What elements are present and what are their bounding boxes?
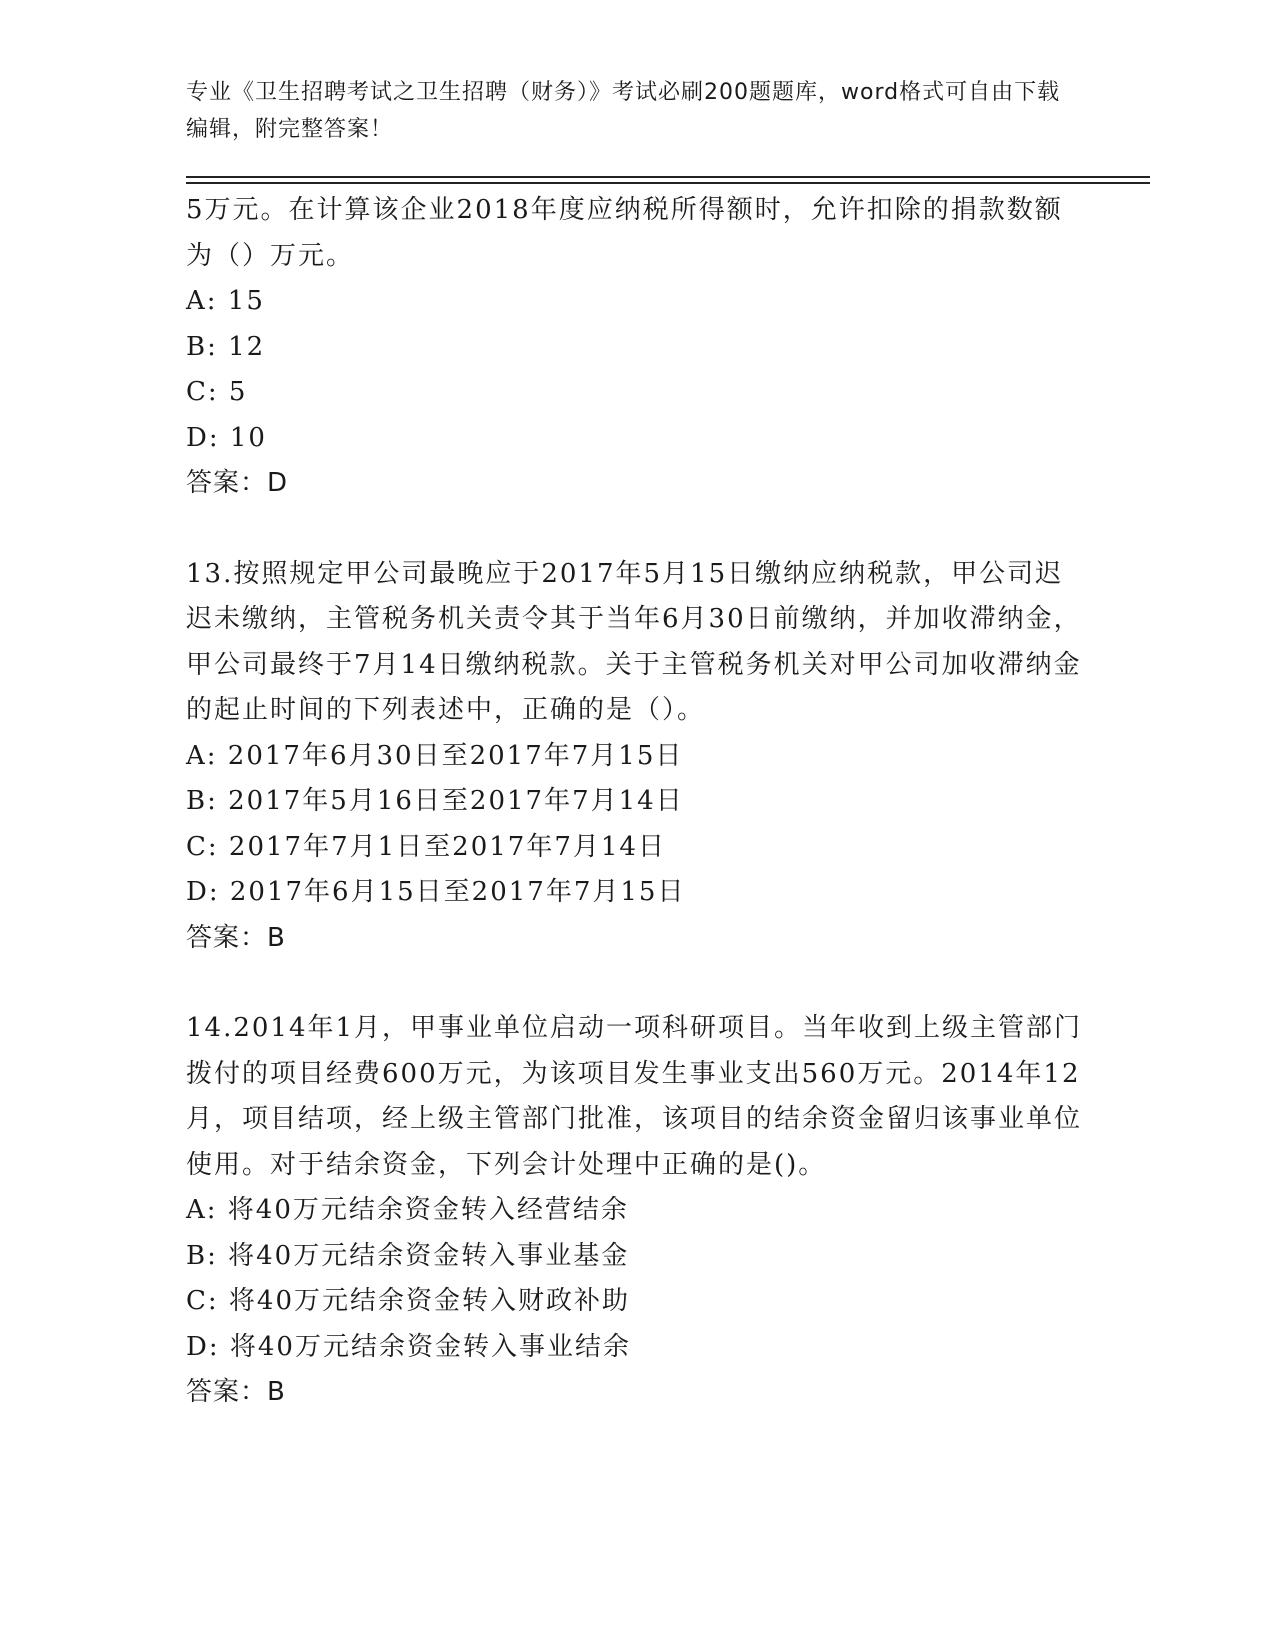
option-d: D: 2017年6月15日至2017年7月15日	[186, 877, 686, 907]
question-spacer	[186, 507, 1086, 552]
option-c: C: 将40万元结余资金转入财政补助	[186, 1286, 631, 1316]
question-stem: 14.2014年1月，甲事业单位启动一项科研项目。当年收到上级主管部门拨付的项目经费600万元，为该项目发生事业支出560万元。2014年12月，项目结项，经上级主管部门批准，该项目的结余资金留归该事业单位使用。对于结余资金，下列会计处理中正确的是()。	[186, 1013, 1083, 1180]
answer-line: 答案：D	[186, 468, 289, 498]
question-stem: 13.按照规定甲公司最晚应于2017年5月15日缴纳应纳税款，甲公司迟迟未缴纳，主管税务机关责令其于当年6月30日前缴纳，并加收滞纳金，甲公司最终于7月14日缴纳税款。关于主管税务机关对甲公司加收滞纳金的起止时间的下列表述中，正确的是（）。	[186, 558, 1082, 725]
option-a: A: 2017年6月30日至2017年7月15日	[186, 740, 684, 771]
question-block	[186, 188, 1086, 507]
option-b: B: 将40万元结余资金转入事业基金	[186, 1240, 630, 1271]
option-d: D: 10	[186, 422, 267, 453]
page-header: 专业《卫生招聘考试之卫生招聘（财务）》考试必刷200题题库，word格式可自由下载编辑，附完整答案！	[186, 80, 1061, 142]
option-c: C: 2017年7月1日至2017年7月14日	[186, 831, 666, 862]
question-spacer	[186, 961, 1086, 1006]
question-block	[186, 1006, 1086, 1416]
header-divider-bottom	[186, 182, 1150, 184]
option-d: D: 将40万元结余资金转入事业结余	[186, 1331, 631, 1362]
answer-line: 答案：B	[186, 922, 286, 953]
option-b: B: 2017年5月16日至2017年7月14日	[186, 786, 684, 816]
header-divider-top	[186, 176, 1150, 178]
answer-line: 答案：B	[186, 1377, 286, 1407]
option-b: B: 12	[186, 331, 266, 362]
option-a: A: 15	[186, 286, 265, 316]
option-a: A: 将40万元结余资金转入经营结余	[186, 1195, 629, 1225]
question-stem: 5万元。在计算该企业2018年度应纳税所得额时，允许扣除的捐款数额为（）万元。	[186, 195, 1063, 271]
question-list	[186, 188, 1086, 1416]
question-block	[186, 552, 1086, 962]
option-c: C: 5	[186, 377, 248, 407]
